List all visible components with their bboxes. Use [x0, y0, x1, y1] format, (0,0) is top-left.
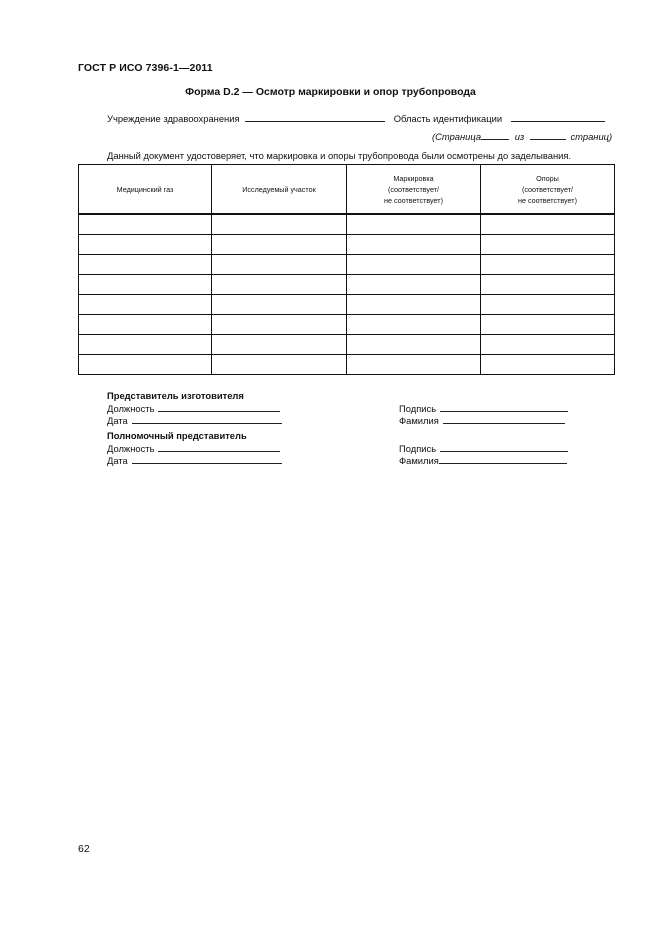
- table-cell[interactable]: [347, 275, 481, 295]
- column-header-gas: Медицинский газ: [79, 165, 212, 215]
- statement-text: Данный документ удостоверяет, что маркировка и опоры трубопровода были осмотрены до заделывания.: [107, 150, 572, 161]
- manufacturer-title: Представитель изготовителя: [107, 390, 244, 401]
- authorized-title: Полномочный представитель: [107, 430, 247, 441]
- table-cell[interactable]: [481, 295, 615, 315]
- table-row: [79, 355, 615, 375]
- document-header: ГОСТ Р ИСО 7396-1—2011: [78, 62, 213, 74]
- authorized-date-field[interactable]: [132, 454, 282, 464]
- table-row: [79, 335, 615, 355]
- table-cell[interactable]: [79, 295, 212, 315]
- institution-label: Учреждение здравоохранения: [107, 113, 240, 124]
- column-header-marking: Маркировка (соответствует/ не соответствует): [347, 165, 481, 215]
- table-cell[interactable]: [481, 255, 615, 275]
- table-cell[interactable]: [347, 255, 481, 275]
- table-cell[interactable]: [79, 355, 212, 375]
- table-cell[interactable]: [79, 235, 212, 255]
- authorized-signature: Подпись: [399, 442, 568, 454]
- page-total-field[interactable]: [530, 130, 566, 140]
- table-cell[interactable]: [347, 315, 481, 335]
- table-cell[interactable]: [347, 235, 481, 255]
- table-cell[interactable]: [481, 335, 615, 355]
- table-cell[interactable]: [79, 275, 212, 295]
- table-cell[interactable]: [79, 335, 212, 355]
- table-cell[interactable]: [79, 315, 212, 335]
- authorized-surname-field[interactable]: [439, 454, 567, 464]
- table-cell[interactable]: [212, 295, 347, 315]
- table-cell[interactable]: [347, 295, 481, 315]
- page-mid: из: [514, 131, 525, 142]
- table-cell[interactable]: [212, 255, 347, 275]
- manufacturer-signature: Подпись: [399, 402, 568, 414]
- table-cell[interactable]: [481, 235, 615, 255]
- authorized-signature-field[interactable]: [440, 442, 568, 452]
- authorized-position: Должность: [107, 442, 280, 454]
- table-cell[interactable]: [347, 214, 481, 235]
- table-cell[interactable]: [481, 355, 615, 375]
- table-row: [79, 255, 615, 275]
- area-label: Область идентификации: [393, 113, 503, 124]
- table-cell[interactable]: [79, 255, 212, 275]
- page-current-field[interactable]: [481, 130, 509, 140]
- institution-field[interactable]: [245, 112, 385, 122]
- table-cell[interactable]: [212, 214, 347, 235]
- manufacturer-surname-field[interactable]: [443, 414, 565, 424]
- table-row: [79, 295, 615, 315]
- table-row: [79, 275, 615, 295]
- table-cell[interactable]: [212, 235, 347, 255]
- manufacturer-surname: Фамилия: [399, 414, 565, 426]
- area-field[interactable]: [511, 112, 605, 122]
- table-header-row: [79, 165, 615, 215]
- table-cell[interactable]: [347, 335, 481, 355]
- table-cell[interactable]: [212, 355, 347, 375]
- authorized-date: Дата: [107, 454, 282, 466]
- table-row: [79, 214, 615, 235]
- manufacturer-date: Дата: [107, 414, 282, 426]
- authorized-position-field[interactable]: [158, 442, 280, 452]
- manufacturer-position-field[interactable]: [158, 402, 280, 412]
- page-number: 62: [78, 843, 90, 855]
- page-counter-line: [432, 130, 612, 142]
- manufacturer-date-field[interactable]: [132, 414, 282, 424]
- inspection-table: [78, 164, 615, 375]
- authorized-surname: Фамилия: [399, 454, 567, 466]
- column-header-supports: Опоры (соответствует/ не соответствует): [481, 165, 615, 215]
- table-cell[interactable]: [481, 214, 615, 235]
- form-title: Форма D.2 — Осмотр маркировки и опор трубопровода: [185, 86, 476, 98]
- column-header-section: Исследуемый участок: [212, 165, 347, 215]
- institution-line: [107, 112, 605, 124]
- table-row: [79, 235, 615, 255]
- page-prefix: (Страница: [432, 131, 482, 142]
- table-cell[interactable]: [212, 335, 347, 355]
- table-cell[interactable]: [79, 214, 212, 235]
- manufacturer-position: Должность: [107, 402, 280, 414]
- manufacturer-signature-field[interactable]: [440, 402, 568, 412]
- table-row: [79, 315, 615, 335]
- table-cell[interactable]: [481, 275, 615, 295]
- page-suffix: страниц): [570, 131, 613, 142]
- table-cell[interactable]: [212, 275, 347, 295]
- table-cell[interactable]: [347, 355, 481, 375]
- table-cell[interactable]: [212, 315, 347, 335]
- table-cell[interactable]: [481, 315, 615, 335]
